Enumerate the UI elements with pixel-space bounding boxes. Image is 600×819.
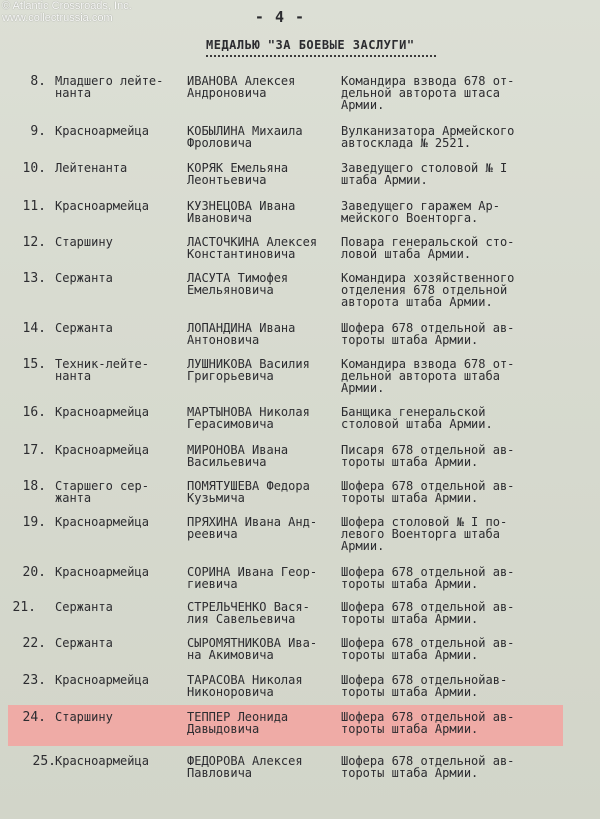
- entry-name: [187, 480, 342, 504]
- entry-position-line: тороты штаба Армии.: [341, 766, 479, 780]
- entry-name-line: Фроловича: [187, 136, 253, 150]
- entry-number: 19.: [22, 515, 46, 530]
- entry-name-line: Константиновича: [187, 247, 296, 261]
- entry-rank: [55, 358, 180, 382]
- entry-name-line: МАРТЫНОВА Николая: [187, 405, 310, 419]
- entry-number: 20.: [22, 565, 46, 580]
- entry-position-line: Командира взвода 678 от-: [341, 74, 515, 88]
- entry-name-line: ТЕППЕР Леонида: [187, 710, 289, 724]
- entry-number: 10.: [22, 161, 46, 176]
- entry-rank-line: Сержанта: [55, 636, 113, 650]
- entry-rank-line: нанта: [55, 86, 92, 100]
- entry-position-line: Заведущего столовой № I: [341, 161, 508, 175]
- entry-name-line: лия Савельевича: [187, 612, 296, 626]
- entry-position-line: Повара генеральской сто-: [341, 235, 515, 249]
- entry-position-line: тороты штаба Армии.: [341, 333, 479, 347]
- entry-position: [341, 236, 546, 260]
- entry-position-line: Шофера 678 отдельной ав-: [341, 321, 515, 335]
- entry-number: 11.: [22, 199, 46, 214]
- entry-number: 22.: [22, 636, 46, 651]
- entry-name: [187, 674, 342, 698]
- entry-name: [187, 358, 342, 382]
- entry-rank-line: Красноармейца: [55, 405, 149, 419]
- entry-rank: [55, 674, 180, 686]
- entry-rank-line: Сержанта: [55, 321, 113, 335]
- entry-position-line: мейского Военторга.: [341, 211, 479, 225]
- entry-position: [341, 444, 546, 468]
- entry-rank: [55, 637, 180, 649]
- entry-position-line: Шофера столовой № I по-: [341, 515, 508, 529]
- entry-position: [341, 601, 546, 625]
- entry-name: [187, 711, 342, 735]
- entry-position: [341, 674, 546, 698]
- entry-name: [187, 516, 342, 540]
- entry-rank: [55, 200, 180, 212]
- entry-rank: [55, 711, 180, 723]
- entry-position-line: ловой штаба Армии.: [341, 247, 472, 261]
- entry-position-line: Командира взвода 678 от-: [341, 357, 515, 371]
- entry-position-line: Командира хозяйственного: [341, 271, 515, 285]
- entry-name-line: КОРЯК Емельяна: [187, 161, 289, 175]
- entry-name-line: МИРОНОВА Ивана: [187, 443, 289, 457]
- entry-name: [187, 125, 342, 149]
- page-number: - 4 -: [254, 8, 306, 26]
- entry-position-line: автосклада № 2521.: [341, 136, 472, 150]
- entry-name-line: Емельяновича: [187, 283, 274, 297]
- entry-name-line: Кузьмича: [187, 491, 245, 505]
- entry-position: [341, 162, 546, 186]
- entry-rank-line: Красноармейца: [55, 754, 149, 768]
- entry-position: [341, 125, 546, 149]
- entry-name-line: Никоноровича: [187, 685, 274, 699]
- entry-number: 13.: [22, 271, 46, 286]
- watermark-line-2: www.collectrussia.com: [2, 12, 113, 24]
- entry-number: 17.: [22, 443, 46, 458]
- entry-name-line: ЛАСУТА Тимофея: [187, 271, 289, 285]
- entry-name-line: СТРЕЛЬЧЕНКО Вася-: [187, 600, 310, 614]
- entry-position-line: тороты штаба Армии.: [341, 648, 479, 662]
- entry-rank-line: Красноармейца: [55, 565, 149, 579]
- entry-position-line: тороты штаба Армии.: [341, 722, 479, 736]
- entry-position-line: дельной авторота штаса: [341, 86, 500, 100]
- entry-name-line: реевича: [187, 527, 238, 541]
- entry-rank: [55, 406, 180, 418]
- entry-rank-line: Красноармейца: [55, 515, 149, 529]
- entry-position: [341, 480, 546, 504]
- entry-number: 12.: [22, 235, 46, 250]
- entry-rank-line: Лейтенанта: [55, 161, 128, 175]
- entry-name-line: на Акимовича: [187, 648, 274, 662]
- entry-position: [341, 711, 546, 735]
- entry-position: [341, 406, 546, 430]
- entry-number: 15.: [22, 357, 46, 372]
- entry-name-line: Давыдовича: [187, 722, 260, 736]
- entry-name: [187, 755, 342, 779]
- entry-name: [187, 322, 342, 346]
- entry-number: 9.: [30, 124, 46, 139]
- entry-rank-line: Красноармейца: [55, 443, 149, 457]
- entry-rank-line: Красноармейца: [55, 199, 149, 213]
- entry-position: [341, 75, 546, 111]
- entry-rank: [55, 516, 180, 528]
- entry-name: [187, 75, 342, 99]
- entry-rank-line: нанта: [55, 369, 92, 383]
- entry-position: [341, 637, 546, 661]
- section-heading: МЕДАЛЬЮ "ЗА БОЕВЫЕ ЗАСЛУГИ": [206, 38, 415, 52]
- entry-rank-line: Техник-лейте-: [55, 357, 149, 371]
- entry-rank: [55, 755, 180, 767]
- entry-position: [341, 755, 546, 779]
- entry-name-line: Герасимовича: [187, 417, 274, 431]
- entry-number: 18.: [22, 479, 46, 494]
- entry-number: 23.: [22, 673, 46, 688]
- entry-rank-line: жанта: [55, 491, 92, 505]
- entry-name-line: СЫРОМЯТНИКОВА Ива-: [187, 636, 318, 650]
- entry-position-line: Шофера 678 отдельной ав-: [341, 754, 515, 768]
- entry-position: [341, 516, 546, 552]
- entry-position-line: Шофера 678 отдельной ав-: [341, 479, 515, 493]
- entry-rank-line: Старшину: [55, 235, 113, 249]
- entry-number: 16.: [22, 405, 46, 420]
- entry-position-line: Шофера 678 отдельной ав-: [341, 710, 515, 724]
- entry-position: [341, 358, 546, 394]
- entry-name-line: Леонтьевича: [187, 173, 267, 187]
- entry-position: [341, 200, 546, 224]
- entry-number: 24.: [22, 710, 46, 725]
- entry-name-line: Павловича: [187, 766, 253, 780]
- entry-name: [187, 236, 342, 260]
- entry-rank-line: Младшего лейте-: [55, 74, 164, 88]
- entry-position-line: тороты штаба Армии.: [341, 491, 479, 505]
- entry-rank-line: Сержанта: [55, 600, 113, 614]
- entry-name-line: СОРИНА Ивана Геор-: [187, 565, 318, 579]
- entry-rank-line: Сержанта: [55, 271, 113, 285]
- entry-position-line: левого Военторга штаба: [341, 527, 500, 541]
- entry-position-line: тороты штаба Армии.: [341, 455, 479, 469]
- entry-rank: [55, 601, 180, 613]
- entry-name-line: ПРЯХИНА Ивана Анд-: [187, 515, 318, 529]
- entry-name-line: ЛОПАНДИНА Ивана: [187, 321, 296, 335]
- entry-name-line: Антоновича: [187, 333, 260, 347]
- entry-rank: [55, 125, 180, 137]
- entry-name-line: ЛАСТОЧКИНА Алексея: [187, 235, 318, 249]
- entry-rank-line: Старшего сер-: [55, 479, 149, 493]
- entry-name: [187, 406, 342, 430]
- entry-rank: [55, 566, 180, 578]
- entry-number: 25.: [32, 754, 56, 769]
- entry-position-line: Армии.: [341, 539, 385, 553]
- entry-position-line: Банщика генеральской: [341, 405, 486, 419]
- entry-position-line: Заведущего гаражем Ар-: [341, 199, 500, 213]
- entry-position-line: Армии.: [341, 98, 385, 112]
- entry-name-line: Андроновича: [187, 86, 267, 100]
- entry-position-line: штаба Армии.: [341, 173, 428, 187]
- entry-rank-line: Старшину: [55, 710, 113, 724]
- entry-name: [187, 272, 342, 296]
- entry-name: [187, 162, 342, 186]
- entry-rank: [55, 322, 180, 334]
- entry-position-line: столовой штаба Армии.: [341, 417, 493, 431]
- entry-position-line: Вулканизатора Армейского: [341, 124, 515, 138]
- entry-position-line: тороты штаба Армии.: [341, 685, 479, 699]
- entry-position-line: Писаря 678 отдельной ав-: [341, 443, 515, 457]
- entry-position-line: авторота штаба Армии.: [341, 295, 493, 309]
- entry-position-line: тороты штаба Армии.: [341, 577, 479, 591]
- entry-name: [187, 444, 342, 468]
- entry-rank: [55, 236, 180, 248]
- entry-rank: [55, 75, 180, 99]
- entry-name-line: ИВАНОВА Алексея: [187, 74, 296, 88]
- entry-rank: [55, 272, 180, 284]
- entry-position: [341, 272, 546, 308]
- entry-position-line: Армии.: [341, 381, 385, 395]
- entry-name: [187, 200, 342, 224]
- entry-rank: [55, 480, 180, 504]
- entry-position-line: Шофера 678 отдельной ав-: [341, 565, 515, 579]
- entry-number: 14.: [22, 321, 46, 336]
- entry-name: [187, 637, 342, 661]
- entry-rank-line: Красноармейца: [55, 673, 149, 687]
- entry-rank: [55, 162, 180, 174]
- entry-position-line: Шофера 678 отдельнойав-: [341, 673, 508, 687]
- entry-position: [341, 566, 546, 590]
- entry-name-line: ПОМЯТУШЕВА Федора: [187, 479, 310, 493]
- entry-name-line: ТАРАСОВА Николая: [187, 673, 303, 687]
- entry-name-line: Васильевича: [187, 455, 267, 469]
- entry-position: [341, 322, 546, 346]
- entry-name: [187, 566, 342, 590]
- watermark-line-1: © Atlantic Crossroads, Inc.: [2, 0, 132, 12]
- entry-name: [187, 601, 342, 625]
- entry-rank-line: Красноармейца: [55, 124, 149, 138]
- entry-name-line: Григорьевича: [187, 369, 274, 383]
- entry-position-line: Шофера 678 отдельной ав-: [341, 636, 515, 650]
- entry-name-line: Ивановича: [187, 211, 253, 225]
- entry-name-line: КУЗНЕЦОВА Ивана: [187, 199, 296, 213]
- entry-position-line: тороты штаба Армии.: [341, 612, 479, 626]
- entry-name-line: ФЕДОРОВА Алексея: [187, 754, 303, 768]
- entry-name-line: гиевича: [187, 577, 238, 591]
- entry-name-line: ЛУШНИКОВА Василия: [187, 357, 310, 371]
- entry-number: 21.: [12, 600, 36, 615]
- entry-position-line: отделения 678 отдельной: [341, 283, 508, 297]
- entry-position-line: Шофера 678 отдельной ав-: [341, 600, 515, 614]
- entry-position-line: дельной авторота штаба: [341, 369, 500, 383]
- entry-name-line: КОБЫЛИНА Михаила: [187, 124, 303, 138]
- entry-rank: [55, 444, 180, 456]
- entry-number: 8.: [30, 74, 46, 89]
